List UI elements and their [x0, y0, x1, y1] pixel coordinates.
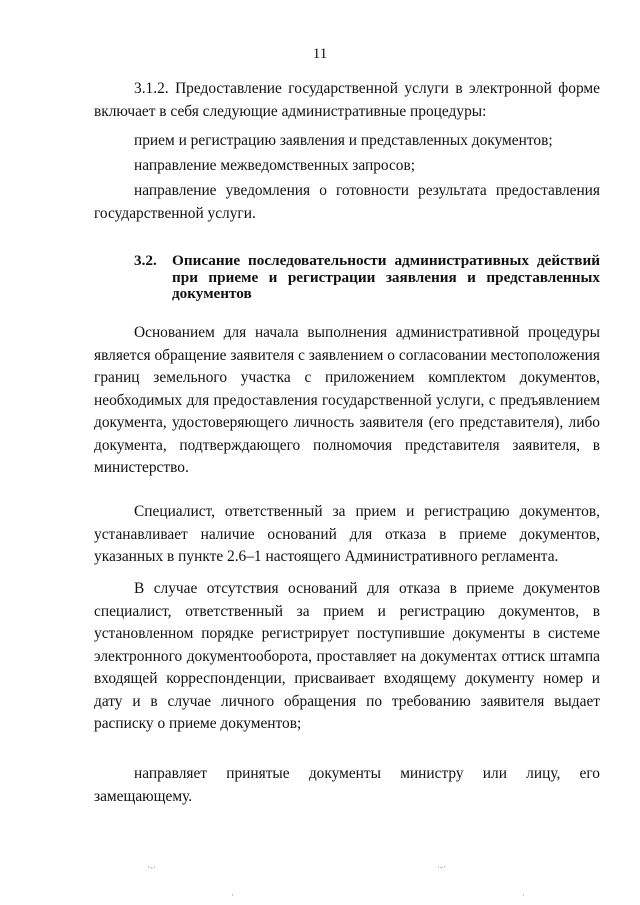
section-heading	[134, 253, 600, 303]
list-item-interagency-requests: направление межведомственных запросов;	[134, 157, 416, 174]
section-title: Описание последовательности административных действий при приеме и регистрации заявления и представленных документов	[172, 252, 600, 302]
section-number: 3.2.	[134, 252, 157, 269]
paragraph-specialist: Специалист, ответственный за прием и регистрацию документов, устанавливает наличие оснований для отказа в приеме документов, указанных в пункте 2.6–1 настоящего Административного регламента.	[94, 503, 600, 565]
paragraph-no-grounds: В случае отсутствия оснований для отказа в приеме документов специалист, ответственный за прием и регистрацию документов, в установленном порядке регистрирует поступившие документы в системе электронного документооборота, проставляет на документах оттиск штампа входящей корреспонденции, присваивает входящему документу номер и дату и в случае личного обращения по требованию заявителя выдает расписку о приеме документов;	[94, 580, 600, 732]
list-item-notification: направление уведомления о готовности результата предоставления государственной услуги.	[94, 182, 600, 222]
list-item-reception: прием и регистрацию заявления и представленных документов;	[134, 132, 553, 149]
paragraph-3-1-2: 3.1.2. Предоставление государственной услуги в электронной форме включает в себя следующие административные процедуры:	[94, 80, 600, 120]
page-number: 11	[312, 46, 328, 62]
scan-speck: ·	[522, 890, 525, 900]
paragraph-forward: направляет принятые документы министру или лицу, его замещающему.	[94, 765, 600, 805]
scan-speck: ·	[231, 890, 234, 900]
scan-speck: ·-·	[147, 862, 156, 872]
paragraph-basis: Основанием для начала выполнения административной процедуры является обращение заявителя с заявлением о согласовании местоположения границ земельного участка с приложением комплектом документов, необходимых для предоставления государственной услуги, с предъявлением документа, удостоверяющего личность заявителя (его представителя), либо документа, подтверждающего полномочия представителя заявителя, в министерство.	[94, 324, 600, 476]
scan-speck: ·-·	[437, 862, 446, 872]
